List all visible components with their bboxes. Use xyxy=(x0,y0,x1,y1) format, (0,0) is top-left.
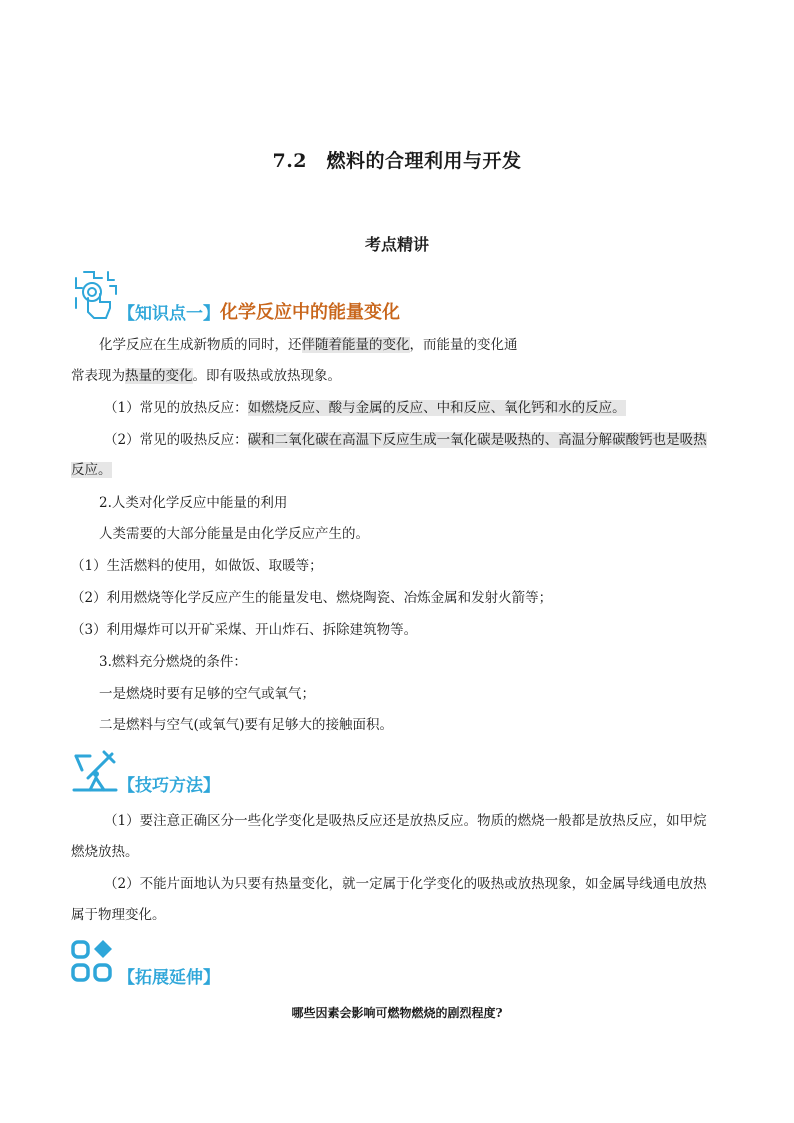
endothermic-text-2: 反应。 xyxy=(71,462,112,478)
p1-line2-highlight: 热量的变化 xyxy=(125,368,193,384)
page-title: 7.2 燃料的合理利用与开发 xyxy=(272,150,522,172)
point2-item2: （2）利用燃烧等化学反应产生的能量发电、燃烧陶瓷、冶炼金属和发射火箭等； xyxy=(71,590,553,606)
section2-bracket-label: 【技巧方法】 xyxy=(118,776,220,796)
p1-line1-highlight: 伴随着能量的变化 xyxy=(301,337,410,353)
tip1-line2: 燃烧放热。 xyxy=(71,844,139,860)
point2-intro: 人类需要的大部分能量是由化学反应产生的。 xyxy=(99,526,369,542)
section1-header xyxy=(118,298,400,324)
p1-line2-text-a: 常表现为 xyxy=(71,368,125,384)
tip2-line2: 属于物理变化。 xyxy=(71,907,166,923)
endothermic-line2 xyxy=(71,460,112,480)
endothermic-text-1: 碳和二氧化碳在高温下反应生成一氧化碳是吸热的、高温分解碳酸钙也是吸热 xyxy=(247,432,707,448)
shapes-grid-icon xyxy=(70,938,118,988)
section2-header xyxy=(118,771,220,796)
section1-bracket-label: 【知识点一】 xyxy=(118,304,220,324)
tip2-line1: （2）不能片面地认为只要有热量变化，就一定属于化学变化的吸热或放热现象，如金属导线通电放热 xyxy=(104,876,707,892)
telescope-icon xyxy=(72,748,118,798)
point3-item2: 二是燃料与空气(或氧气)要有足够大的接触面积。 xyxy=(99,717,394,733)
exothermic-label: （1）常见的放热反应： xyxy=(104,400,248,416)
extension-question: 哪些因素会影响可燃物燃烧的剧烈程度? xyxy=(291,1006,503,1020)
point2-title: 2.人类对化学反应中能量的利用 xyxy=(99,495,288,511)
p1-line1-text-a: 化学反应在生成新物质的同时，还 xyxy=(99,337,302,353)
point3-item1: 一是燃烧时要有足够的空气或氧气； xyxy=(99,686,315,702)
endothermic-label: （2）常见的吸热反应： xyxy=(104,432,248,448)
point3-title: 3.燃料充分燃烧的条件： xyxy=(99,654,247,670)
p1-line1 xyxy=(99,335,518,355)
section3-header xyxy=(118,963,220,988)
section3-bracket-label: 【拓展延伸】 xyxy=(118,968,220,988)
page-subtitle: 考点精讲 xyxy=(364,235,429,254)
point2-item1: （1）生活燃料的使用，如做饭、取暖等； xyxy=(71,558,323,574)
exothermic-line xyxy=(104,398,626,418)
touch-circuit-icon xyxy=(70,268,120,324)
tip1-line1: （1）要注意正确区分一些化学变化是吸热反应还是放热反应。物质的燃烧一般都是放热反应，如甲烷 xyxy=(104,813,707,829)
point2-item3: （3）利用爆炸可以开矿采煤、开山炸石、拆除建筑物等。 xyxy=(71,622,418,638)
p1-line2 xyxy=(71,366,341,386)
exothermic-text: 如燃烧反应、酸与金属的反应、中和反应、氧化钙和水的反应。 xyxy=(247,400,626,416)
endothermic-line1 xyxy=(104,430,707,450)
p1-line1-text-b: ，而能量的变化通 xyxy=(409,337,518,353)
p1-line2-text-b: 。即有吸热或放热现象。 xyxy=(192,368,341,384)
section1-heading: 化学反应中的能量变化 xyxy=(220,302,400,323)
